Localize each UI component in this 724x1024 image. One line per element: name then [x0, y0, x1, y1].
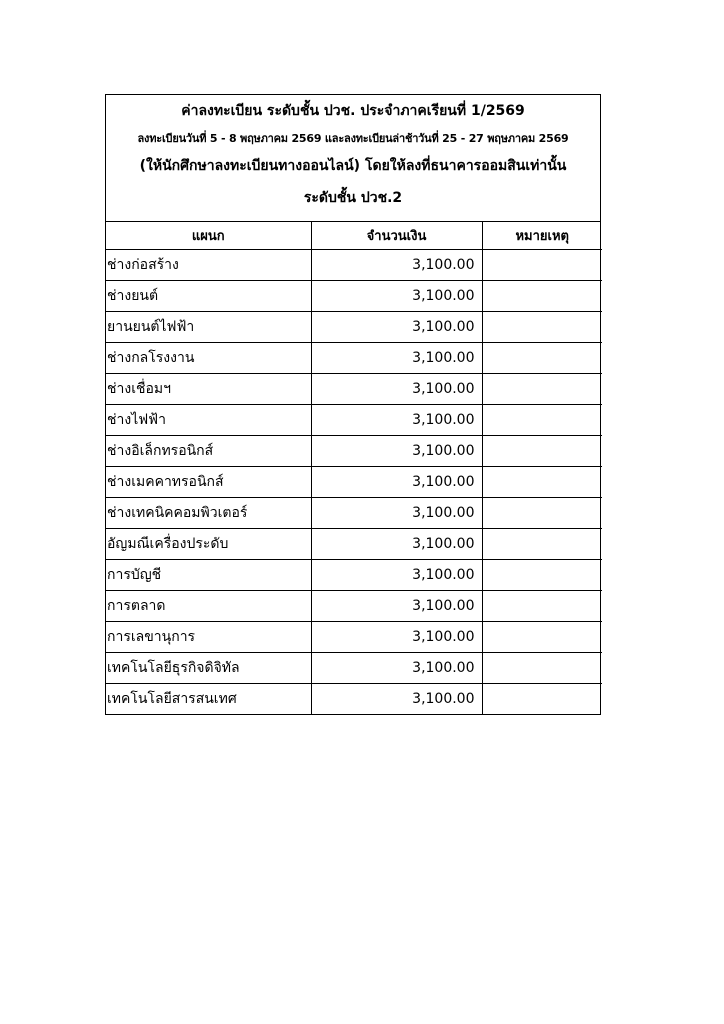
fee-sheet — [105, 94, 601, 715]
department-cell: ช่างกลโรงงาน — [106, 342, 311, 373]
table-row — [106, 249, 602, 280]
department-cell: การตลาด — [106, 590, 311, 621]
table-header-row — [106, 222, 602, 249]
table-row — [106, 435, 602, 466]
table-row — [106, 528, 602, 559]
amount-cell: 3,100.00 — [311, 652, 482, 683]
table-row — [106, 559, 602, 590]
column-header-amount: จำนวนเงิน — [311, 222, 482, 249]
table-row — [106, 652, 602, 683]
amount-cell: 3,100.00 — [311, 373, 482, 404]
department-cell: ช่างเทคนิคคอมพิวเตอร์ — [106, 497, 311, 528]
department-cell: ช่างเมคคาทรอนิกส์ — [106, 466, 311, 497]
note-cell — [482, 249, 602, 280]
registration-dates: ลงทะเบียนวันที่ 5 - 8 พฤษภาคม 2569 และลงทะเบียนล่าช้าวันที่ 25 - 27 พฤษภาคม 2569 — [137, 132, 569, 145]
table-row — [106, 373, 602, 404]
department-cell: การเลขานุการ — [106, 621, 311, 652]
note-cell — [482, 435, 602, 466]
department-cell: ช่างไฟฟ้า — [106, 404, 311, 435]
department-cell: เทคโนโลยีธุรกิจดิจิทัล — [106, 652, 311, 683]
table-row — [106, 621, 602, 652]
amount-cell: 3,100.00 — [311, 280, 482, 311]
department-cell: ช่างก่อสร้าง — [106, 249, 311, 280]
amount-cell: 3,100.00 — [311, 683, 482, 714]
note-cell — [482, 404, 602, 435]
note-cell — [482, 590, 602, 621]
table-row — [106, 497, 602, 528]
table-row — [106, 311, 602, 342]
department-cell: ช่างยนต์ — [106, 280, 311, 311]
table-row — [106, 280, 602, 311]
note-cell — [482, 559, 602, 590]
note-cell — [482, 466, 602, 497]
fee-table — [106, 222, 602, 714]
department-cell: ยานยนต์ไฟฟ้า — [106, 311, 311, 342]
table-row — [106, 590, 602, 621]
note-cell — [482, 311, 602, 342]
table-row — [106, 683, 602, 714]
note-cell — [482, 621, 602, 652]
table-row — [106, 404, 602, 435]
note-cell — [482, 497, 602, 528]
amount-cell: 3,100.00 — [311, 559, 482, 590]
amount-cell: 3,100.00 — [311, 466, 482, 497]
table-row — [106, 466, 602, 497]
amount-cell: 3,100.00 — [311, 249, 482, 280]
amount-cell: 3,100.00 — [311, 342, 482, 373]
note-cell — [482, 373, 602, 404]
column-header-note: หมายเหตุ — [482, 222, 602, 249]
sheet-header — [106, 95, 600, 222]
note-cell — [482, 280, 602, 311]
amount-cell: 3,100.00 — [311, 435, 482, 466]
department-cell: ช่างเชื่อมฯ — [106, 373, 311, 404]
table-row — [106, 342, 602, 373]
page-title: ค่าลงทะเบียน ระดับชั้น ปวช. ประจำภาคเรียนที่ 1/2569 — [181, 103, 525, 119]
note-cell — [482, 683, 602, 714]
amount-cell: 3,100.00 — [311, 311, 482, 342]
note-cell — [482, 652, 602, 683]
department-cell: การบัญชี — [106, 559, 311, 590]
department-cell: อัญมณีเครื่องประดับ — [106, 528, 311, 559]
payment-instruction: (ให้นักศึกษาลงทะเบียนทางออนไลน์) โดยให้ลงที่ธนาคารออมสินเท่านั้น — [139, 158, 567, 174]
amount-cell: 3,100.00 — [311, 590, 482, 621]
amount-cell: 3,100.00 — [311, 528, 482, 559]
amount-cell: 3,100.00 — [311, 404, 482, 435]
department-cell: ช่างอิเล็กทรอนิกส์ — [106, 435, 311, 466]
department-cell: เทคโนโลยีสารสนเทศ — [106, 683, 311, 714]
amount-cell: 3,100.00 — [311, 497, 482, 528]
column-header-department: แผนก — [106, 222, 311, 249]
amount-cell: 3,100.00 — [311, 621, 482, 652]
note-cell — [482, 528, 602, 559]
level-label: ระดับชั้น ปวช.2 — [303, 190, 403, 206]
note-cell — [482, 342, 602, 373]
